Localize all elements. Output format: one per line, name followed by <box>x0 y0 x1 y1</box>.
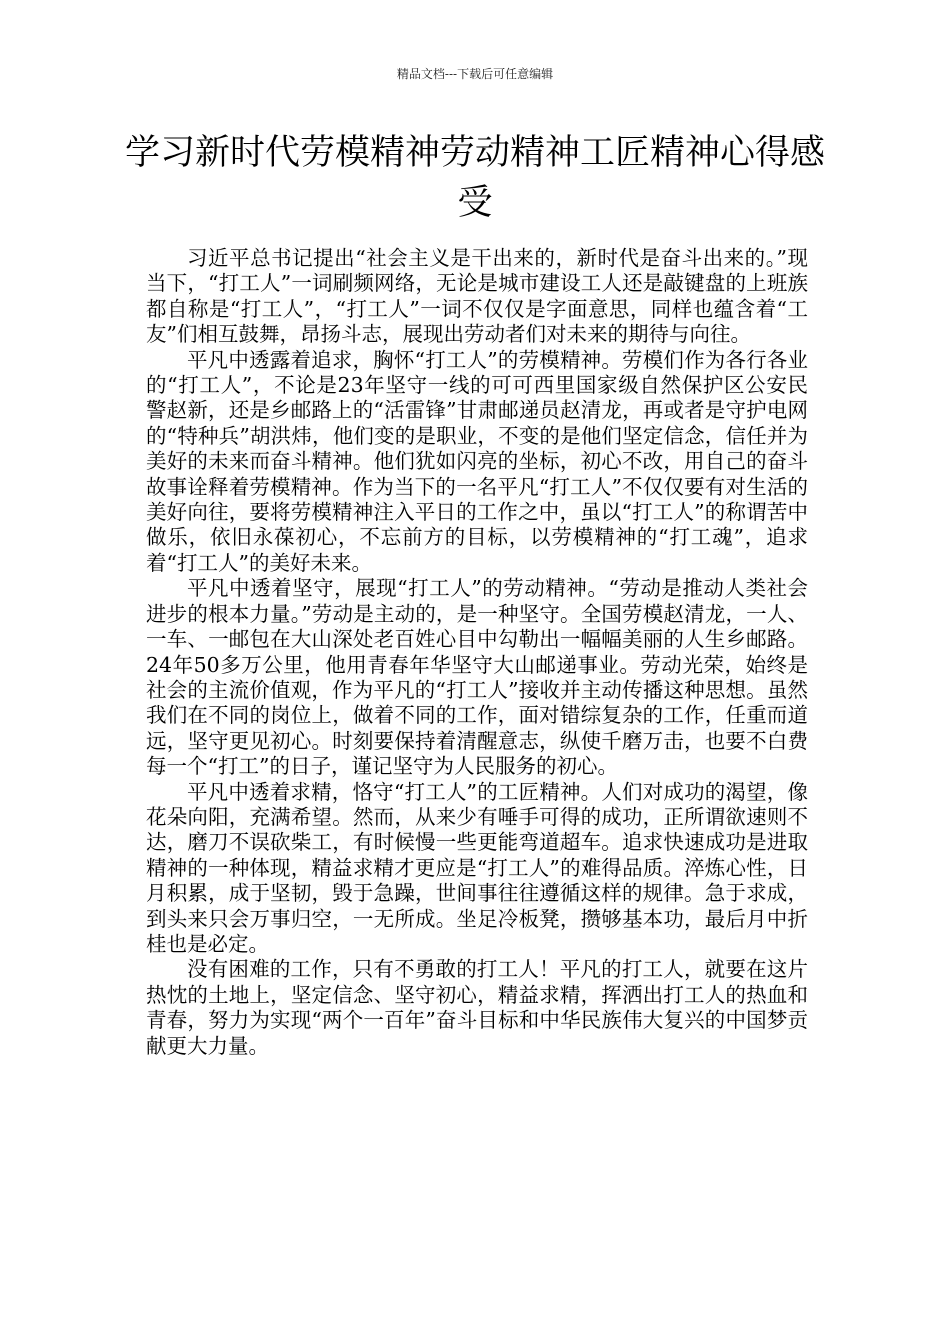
paragraph-3: 平凡中透着坚守，展现“打工人”的劳动精神。“劳动是推动人类社会进步的根本力量。”劳动是主动的，是一种坚守。全国劳模赵清龙，一人、一车、一邮包在大山深处老百姓心目中勾勒出一幅幅美丽的人生乡邮路。24年50多万公里，他用青春年华坚守大山邮递事业。劳动光荣，始终是社会的主流价值观，作为平凡的“打工人”接收并主动传播这种思想。虽然我们在不同的岗位上，做着不同的工作，面对错综复杂的工作，任重而道远，坚守更见初心。时刻要保持着清醒意志，纵使千磨万击，也要不白费每一个“打工”的日子，谨记坚守为人民服务的初心。 <box>146 576 808 779</box>
paragraph-4: 平凡中透着求精，恪守“打工人”的工匠精神。人们对成功的渴望，像花朵向阳，充满希望。然而，从来少有唾手可得的成功，正所谓欲速则不达，磨刀不误砍柴工，有时候慢一些更能弯道超车。追求快速成功是进取精神的一种体现，精益求精才更应是“打工人”的难得品质。淬炼心性，日月积累，成于坚韧，毁于急躁，世间事往往遵循这样的规律。急于求成，到头来只会万事归空，一无所成。坐足冷板凳，攒够基本功，最后月中折桂也是必定。 <box>146 779 808 956</box>
paragraph-5: 没有困难的工作，只有不勇敢的打工人！平凡的打工人，就要在这片热忱的土地上，坚定信念、坚守初心，精益求精，挥洒出打工人的热血和青春，努力为实现“两个一百年”奋斗目标和中华民族伟大复兴的中国梦贡献更大力量。 <box>146 957 808 1058</box>
header-note: 精品文档---下载后可任意编辑 <box>396 67 554 81</box>
document-body <box>146 246 808 1059</box>
paragraph-2: 平凡中透露着追求，胸怀“打工人”的劳模精神。劳模们作为各行各业的“打工人”，不论是23年坚守一线的可可西里国家级自然保护区公安民警赵新，还是乡邮路上的“活雷锋”甘肃邮递员赵清龙，再或者是守护电网的“特种兵”胡洪炜，他们变的是职业，不变的是他们坚定信念，信任并为美好的未来而奋斗精神。他们犹如闪亮的坐标，初心不改，用自己的奋斗故事诠释着劳模精神。作为当下的一名平凡“打工人”不仅仅要有对生活的美好向往，要将劳模精神注入平日的工作之中，虽以“打工人”的称谓苦中做乐，依旧永葆初心，不忘前方的目标，以劳模精神的“打工魂”，追求着“打工人”的美好未来。 <box>146 347 808 575</box>
paragraph-1: 习近平总书记提出“社会主义是干出来的，新时代是奋斗出来的。”现当下，“打工人”一词刷频网络，无论是城市建设工人还是敲键盘的上班族都自称是“打工人”，“打工人”一词不仅仅是字面意思，同样也蕴含着“工友”们相互鼓舞，昂扬斗志，展现出劳动者们对未来的期待与向往。 <box>146 246 808 347</box>
document-title: 学习新时代劳模精神劳动精神工匠精神心得感受 <box>124 133 825 223</box>
